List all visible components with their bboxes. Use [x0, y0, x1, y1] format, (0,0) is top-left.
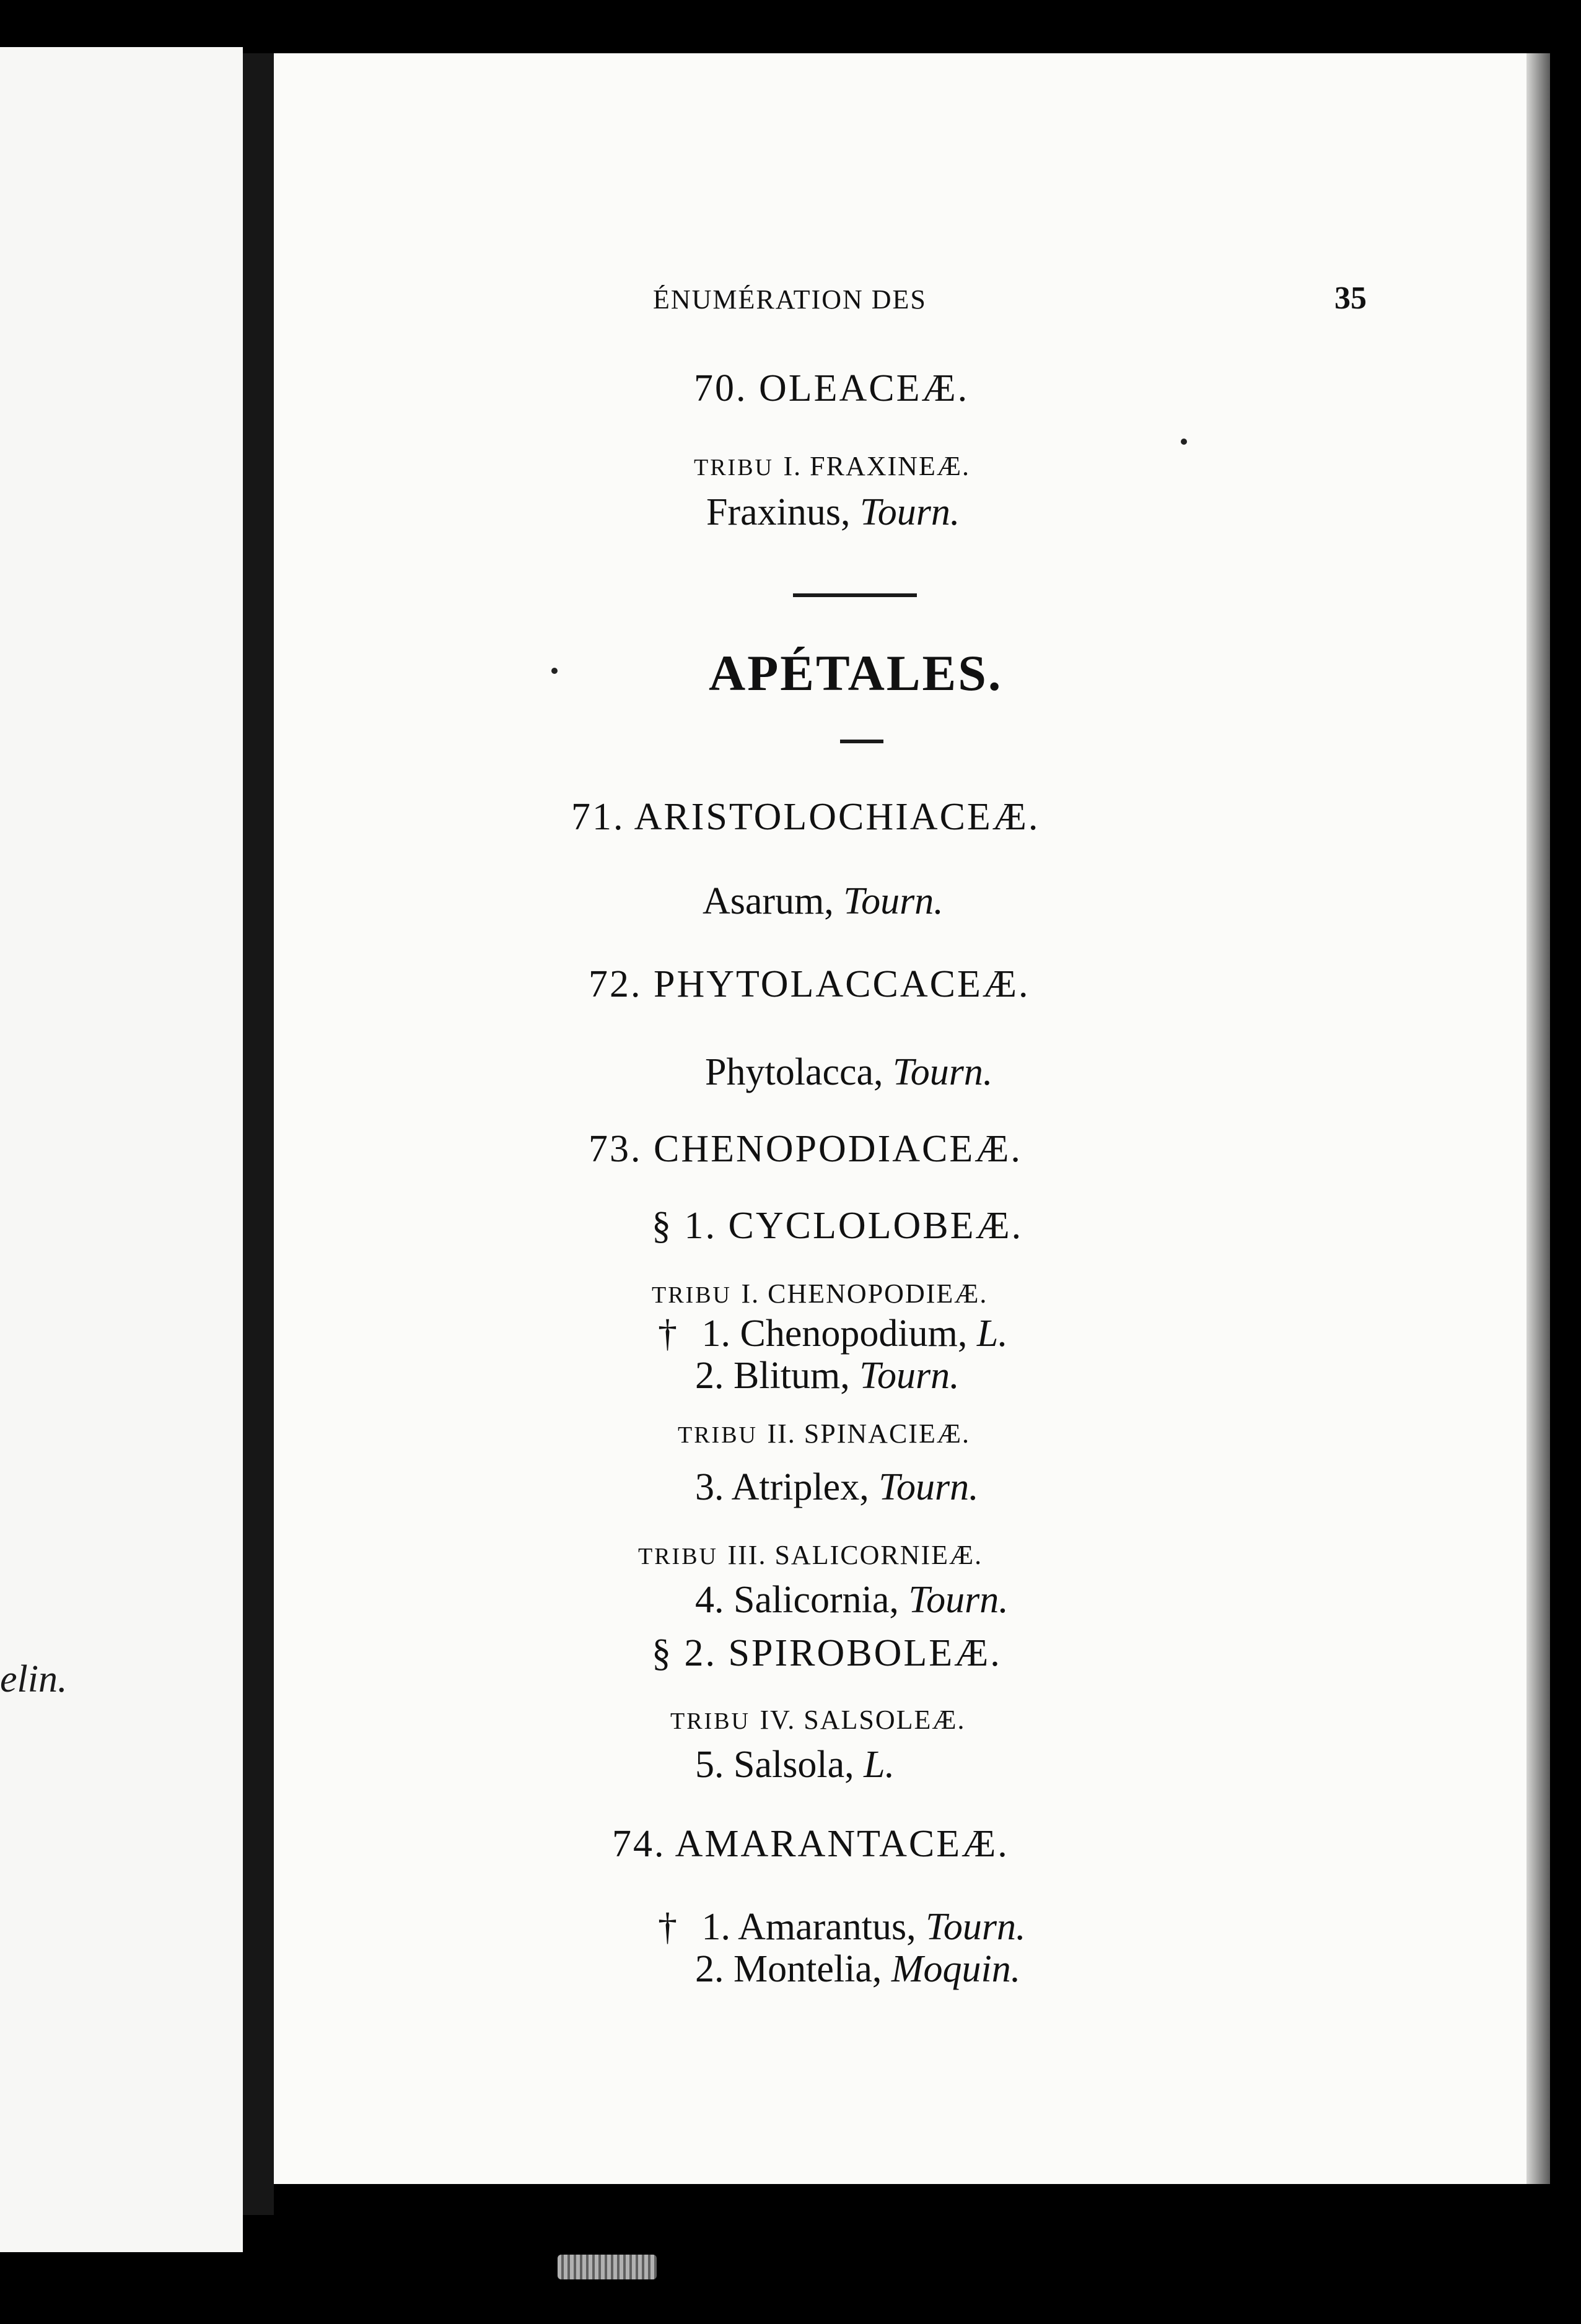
tribe-label: TRIBU: [638, 1544, 718, 1570]
genus-author: L.: [976, 1313, 1008, 1355]
dust-speck: [1181, 439, 1187, 445]
genus-entry: [703, 882, 944, 920]
running-title: ÉNUMÉRATION DES: [653, 284, 927, 315]
genus-entry: [695, 1468, 979, 1506]
tribe-label: TRIBU: [678, 1422, 758, 1448]
tribe-name: I. CHENOPODIEÆ.: [741, 1278, 988, 1309]
genus-author: Tourn.: [893, 1051, 993, 1093]
genus-name: Fraxinus,: [706, 491, 851, 533]
genus-author: Tourn.: [878, 1466, 979, 1508]
genus-entry: [658, 1314, 1008, 1353]
genus-author: Moquin.: [891, 1948, 1021, 1990]
genus-name: 2. Montelia,: [695, 1948, 882, 1990]
genus-author: Tourn.: [843, 880, 944, 922]
tribe-heading: [638, 1532, 983, 1571]
family-heading-71: [571, 798, 1040, 836]
left-page: [0, 47, 243, 2252]
tribe-heading: [652, 1271, 988, 1309]
genus-entry: [658, 1908, 1026, 1946]
family-number: 70.: [694, 367, 748, 409]
genus-name: 2. Blitum,: [695, 1355, 850, 1397]
genus-name: 1. Amarantus,: [701, 1906, 916, 1948]
tribe-heading: [670, 1697, 966, 1736]
tribe-label: TRIBU: [670, 1708, 750, 1734]
genus-mark: †: [658, 1313, 677, 1355]
tribe-name: I. FRAXINEÆ.: [783, 451, 970, 481]
subdivision-heading: § 1. CYCLOLOBEÆ.: [652, 1205, 1023, 1247]
genus-mark: †: [658, 1906, 677, 1948]
genus-author: Tourn.: [859, 1355, 960, 1397]
genus-name: 3. Atriplex,: [695, 1466, 869, 1508]
tribe-name: IV. SALSOLEÆ.: [760, 1705, 966, 1735]
genus-entry: [695, 1950, 1020, 1988]
tribe-name: II. SPINACIEÆ.: [767, 1418, 970, 1449]
page-edge-shadow: [1526, 53, 1550, 2184]
family-heading-72: [589, 965, 1030, 1003]
genus-entry: [695, 1356, 960, 1395]
family-number: 72.: [589, 963, 642, 1005]
genus-entry: [706, 493, 960, 531]
family-name: PHYTOLACCACEÆ.: [654, 963, 1030, 1005]
tribe-name: III. SALICORNIEÆ.: [727, 1540, 983, 1570]
page-number: 35: [1334, 281, 1367, 316]
genus-author: L.: [864, 1744, 895, 1786]
subdivision-heading: § 2. SPIROBOLEÆ.: [652, 1632, 1002, 1674]
section-rule: [793, 593, 917, 597]
genus-entry: [705, 1053, 992, 1091]
genus-name: Phytolacca,: [705, 1051, 883, 1093]
genus-entry: [695, 1745, 895, 1784]
tribe-heading: [678, 1411, 970, 1449]
family-heading-73: [589, 1130, 1022, 1168]
family-number: 71.: [571, 796, 625, 838]
family-number: 73.: [589, 1128, 642, 1170]
right-page: [274, 53, 1526, 2184]
genus-name: 5. Salsola,: [695, 1744, 854, 1786]
family-name: OLEACEÆ.: [759, 367, 970, 409]
family-name: CHENOPODIACEÆ.: [654, 1128, 1022, 1170]
tribe-label: TRIBU: [694, 455, 774, 481]
tribe-label: TRIBU: [652, 1282, 732, 1308]
genus-name: Asarum,: [703, 880, 834, 922]
division-title: APÉTALES.: [709, 645, 1003, 701]
family-heading-74: [612, 1825, 1009, 1863]
genus-name: 1. Chenopodium,: [701, 1313, 968, 1355]
book-gutter: [243, 53, 274, 2215]
family-number: 74.: [612, 1823, 666, 1865]
dust-speck: [551, 668, 558, 674]
left-page-text-fragment: elin.: [0, 1658, 68, 1700]
genus-author: Tourn.: [908, 1579, 1009, 1621]
scan-smudge: [558, 2255, 657, 2279]
short-rule: [840, 740, 883, 743]
genus-author: Tourn.: [860, 491, 960, 533]
family-heading-70: [694, 369, 969, 408]
tribe-heading: [694, 443, 970, 482]
genus-author: Tourn.: [926, 1906, 1026, 1948]
genus-name: 4. Salicornia,: [695, 1579, 899, 1621]
genus-entry: [695, 1581, 1009, 1619]
family-name: ARISTOLOCHIACEÆ.: [634, 796, 1040, 838]
family-name: AMARANTACEÆ.: [675, 1823, 1009, 1865]
